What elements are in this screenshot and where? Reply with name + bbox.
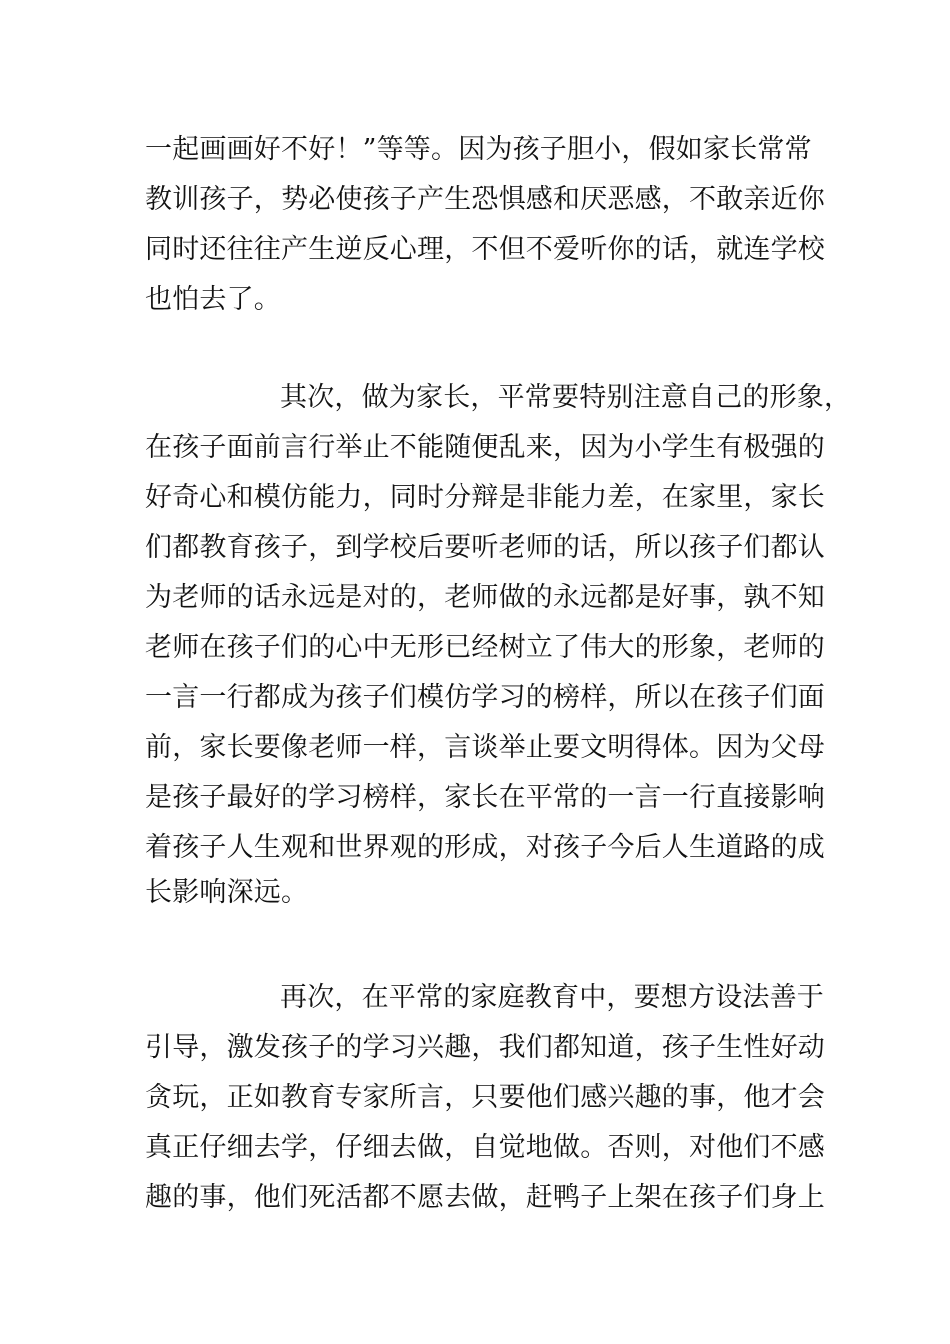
paragraph-2-line-7: 一言一行都成为孩子们模仿学习的榜样，所以在孩子们面 [145,682,825,713]
paragraph-1-line-2: 教训孩子，势必使孩子产生恐惧感和厌恶感，不敢亲近你 [145,184,825,215]
paragraph-3-line-3: 贪玩，正如教育专家所言，只要他们感兴趣的事，他才会 [145,1082,825,1113]
paragraph-2-line-1: 其次，做为家长，平常要特别注意自己的形象， [280,382,852,413]
paragraph-2-line-8: 前，家长要像老师一样，言谈举止要文明得体。因为父母 [145,732,825,763]
paragraph-2-line-6: 老师在孩子们的心中无形已经树立了伟大的形象，老师的 [145,632,825,663]
paragraph-3-line-4: 真正仔细去学，仔细去做，自觉地做。否则，对他们不感 [145,1132,825,1163]
paragraph-2-line-5: 为老师的话永远是对的，老师做的永远都是好事，孰不知 [145,582,825,613]
paragraph-3-line-5: 趣的事，他们死活都不愿去做，赶鸭子上架在孩子们身上 [145,1182,825,1213]
paragraph-1-line-3: 同时还往往产生逆反心理，不但不爱听你的话，就连学校 [145,234,825,265]
paragraph-2-line-11: 长影响深远。 [145,877,309,908]
paragraph-1-line-4: 也怕去了。 [145,284,281,315]
paragraph-2-line-3: 好奇心和模仿能力，同时分辩是非能力差，在家里，家长 [145,482,825,513]
paragraph-2-line-4: 们都教育孩子，到学校后要听老师的话，所以孩子们都认 [145,532,825,563]
paragraph-2-line-9: 是孩子最好的学习榜样，家长在平常的一言一行直接影响 [145,782,825,813]
paragraph-3-line-2: 引导，激发孩子的学习兴趣，我们都知道，孩子生性好动 [145,1032,825,1063]
paragraph-2-line-10: 着孩子人生观和世界观的形成，对孩子今后人生道路的成 [145,832,825,863]
paragraph-1-line-1: 一起画画好不好！”等等。因为孩子胆小，假如家长常常 [145,134,812,165]
paragraph-3-line-1: 再次，在平常的家庭教育中，要想方设法善于 [280,982,824,1013]
paragraph-2-line-2: 在孩子面前言行举止不能随便乱来，因为小学生有极强的 [145,432,825,463]
